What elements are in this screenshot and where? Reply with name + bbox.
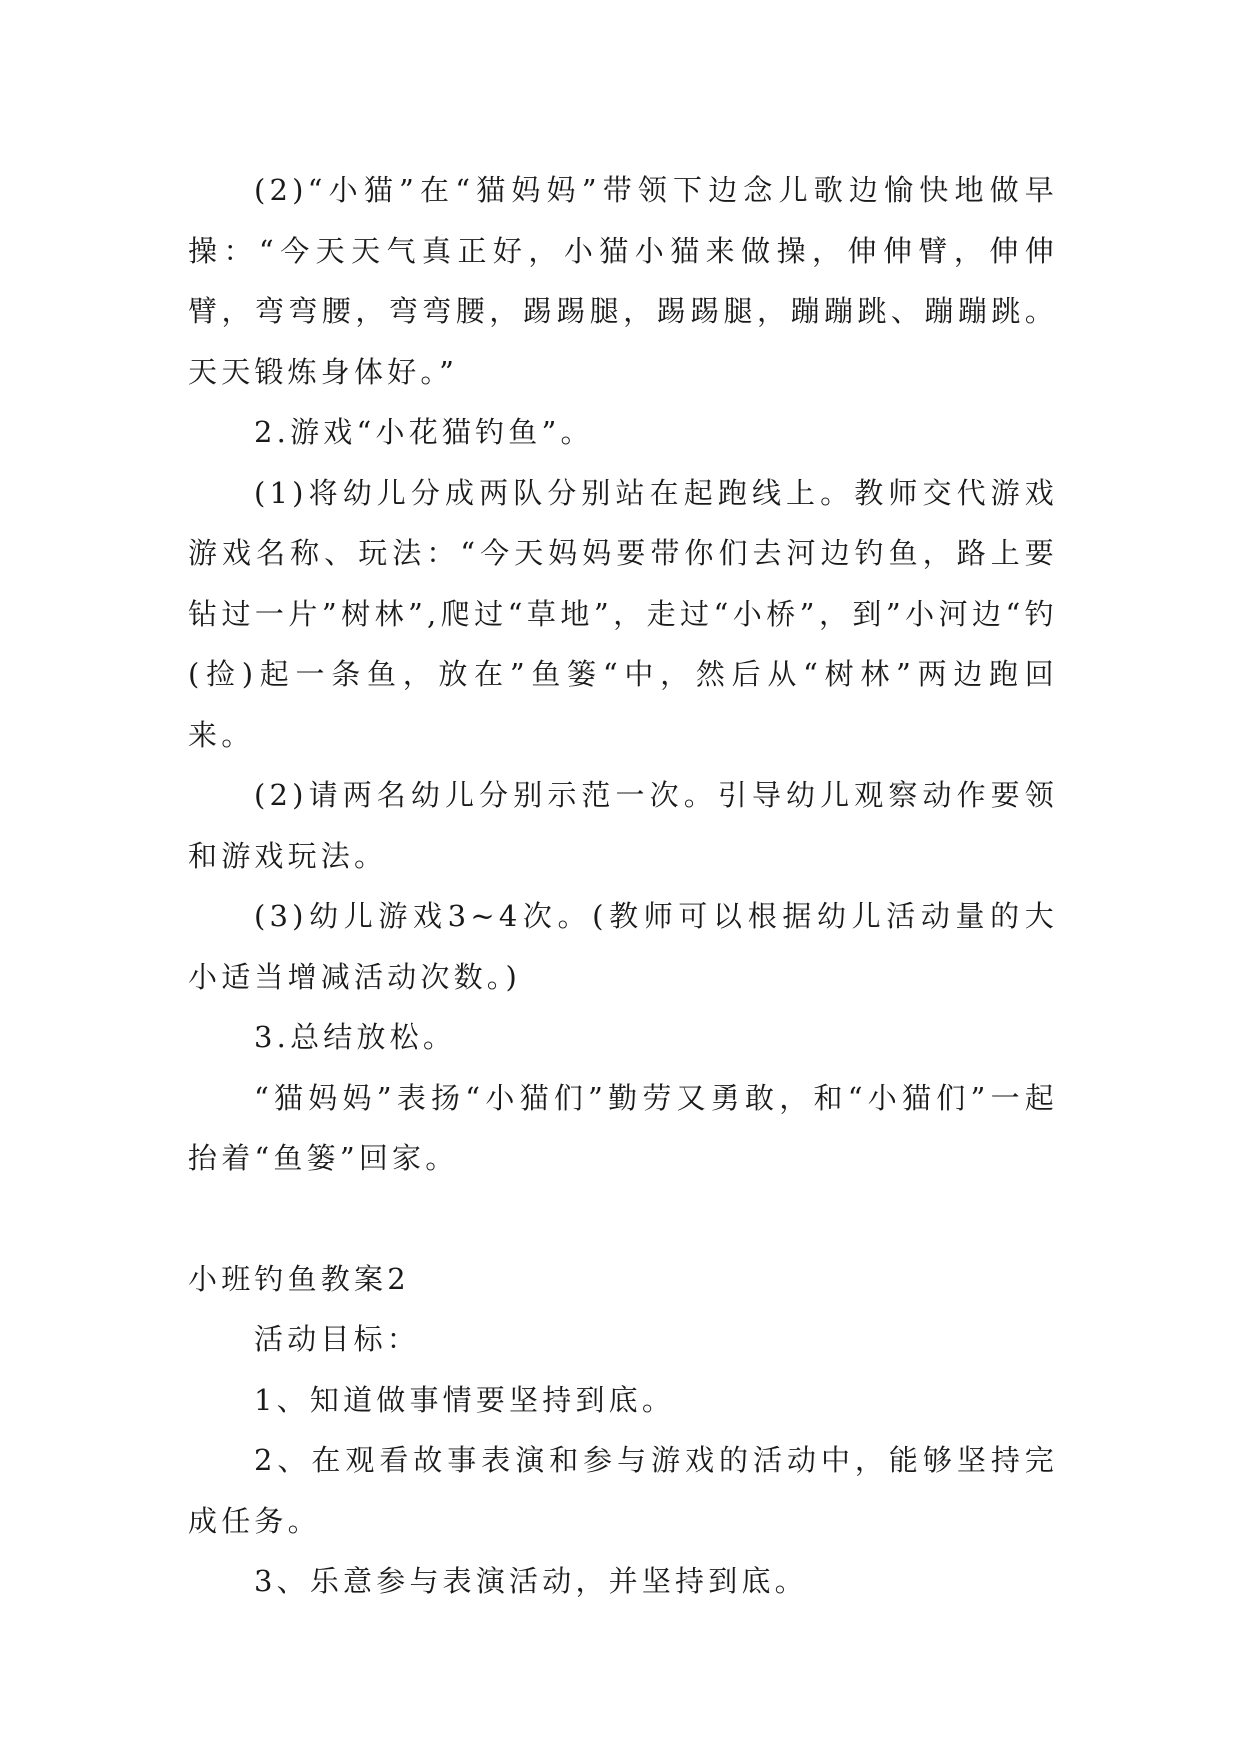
paragraph-play-rounds: (3)幼儿游戏3~4次。(教师可以根据幼儿活动量的大小适当增减活动次数。) — [188, 899, 1058, 994]
paragraph-summary-heading: 3.总结放松。 — [254, 1020, 457, 1054]
section-title: 小班钓鱼教案2 — [188, 1261, 410, 1296]
paragraph-game-rules: (1)将幼儿分成两队分别站在起跑线上。教师交代游戏游戏名称、玩法：“今天妈妈要带你们去河边钓鱼，路上要钻过一片”树林”,爬过“草地”，走过“小桥”，到”小河边“钓(捡)起一条鱼，放在”鱼篓“中，然后从“树林”两边跑回来。 — [188, 475, 1058, 752]
paragraph-morning-exercise: (2)“小猫”在“猫妈妈”带领下边念儿歌边愉快地做早操：“今天天气真正好，小猫小猫来做操，伸伸臂，伸伸臂，弯弯腰，弯弯腰，踢踢腿，踢踢腿，蹦蹦跳、蹦蹦跳。天天锻炼身体好。” — [188, 173, 1058, 389]
paragraph-objective-2: 2、在观看故事表演和参与游戏的活动中，能够坚持完成任务。 — [188, 1443, 1058, 1538]
paragraph-objective-3: 3、乐意参与表演活动，并坚持到底。 — [254, 1564, 808, 1598]
paragraph-demonstration: (2)请两名幼儿分别示范一次。引导幼儿观察动作要领和游戏玩法。 — [188, 778, 1058, 873]
paragraph-objectives-heading: 活动目标： — [254, 1322, 421, 1356]
paragraph-summary: “猫妈妈”表扬“小猫们”勤劳又勇敢，和“小猫们”一起抬着“鱼篓”回家。 — [188, 1080, 1058, 1175]
paragraph-game-heading: 2.游戏“小花猫钓鱼”。 — [254, 415, 594, 449]
paragraph-objective-1: 1、知道做事情要坚持到底。 — [254, 1382, 676, 1417]
document-body — [188, 160, 1058, 1612]
